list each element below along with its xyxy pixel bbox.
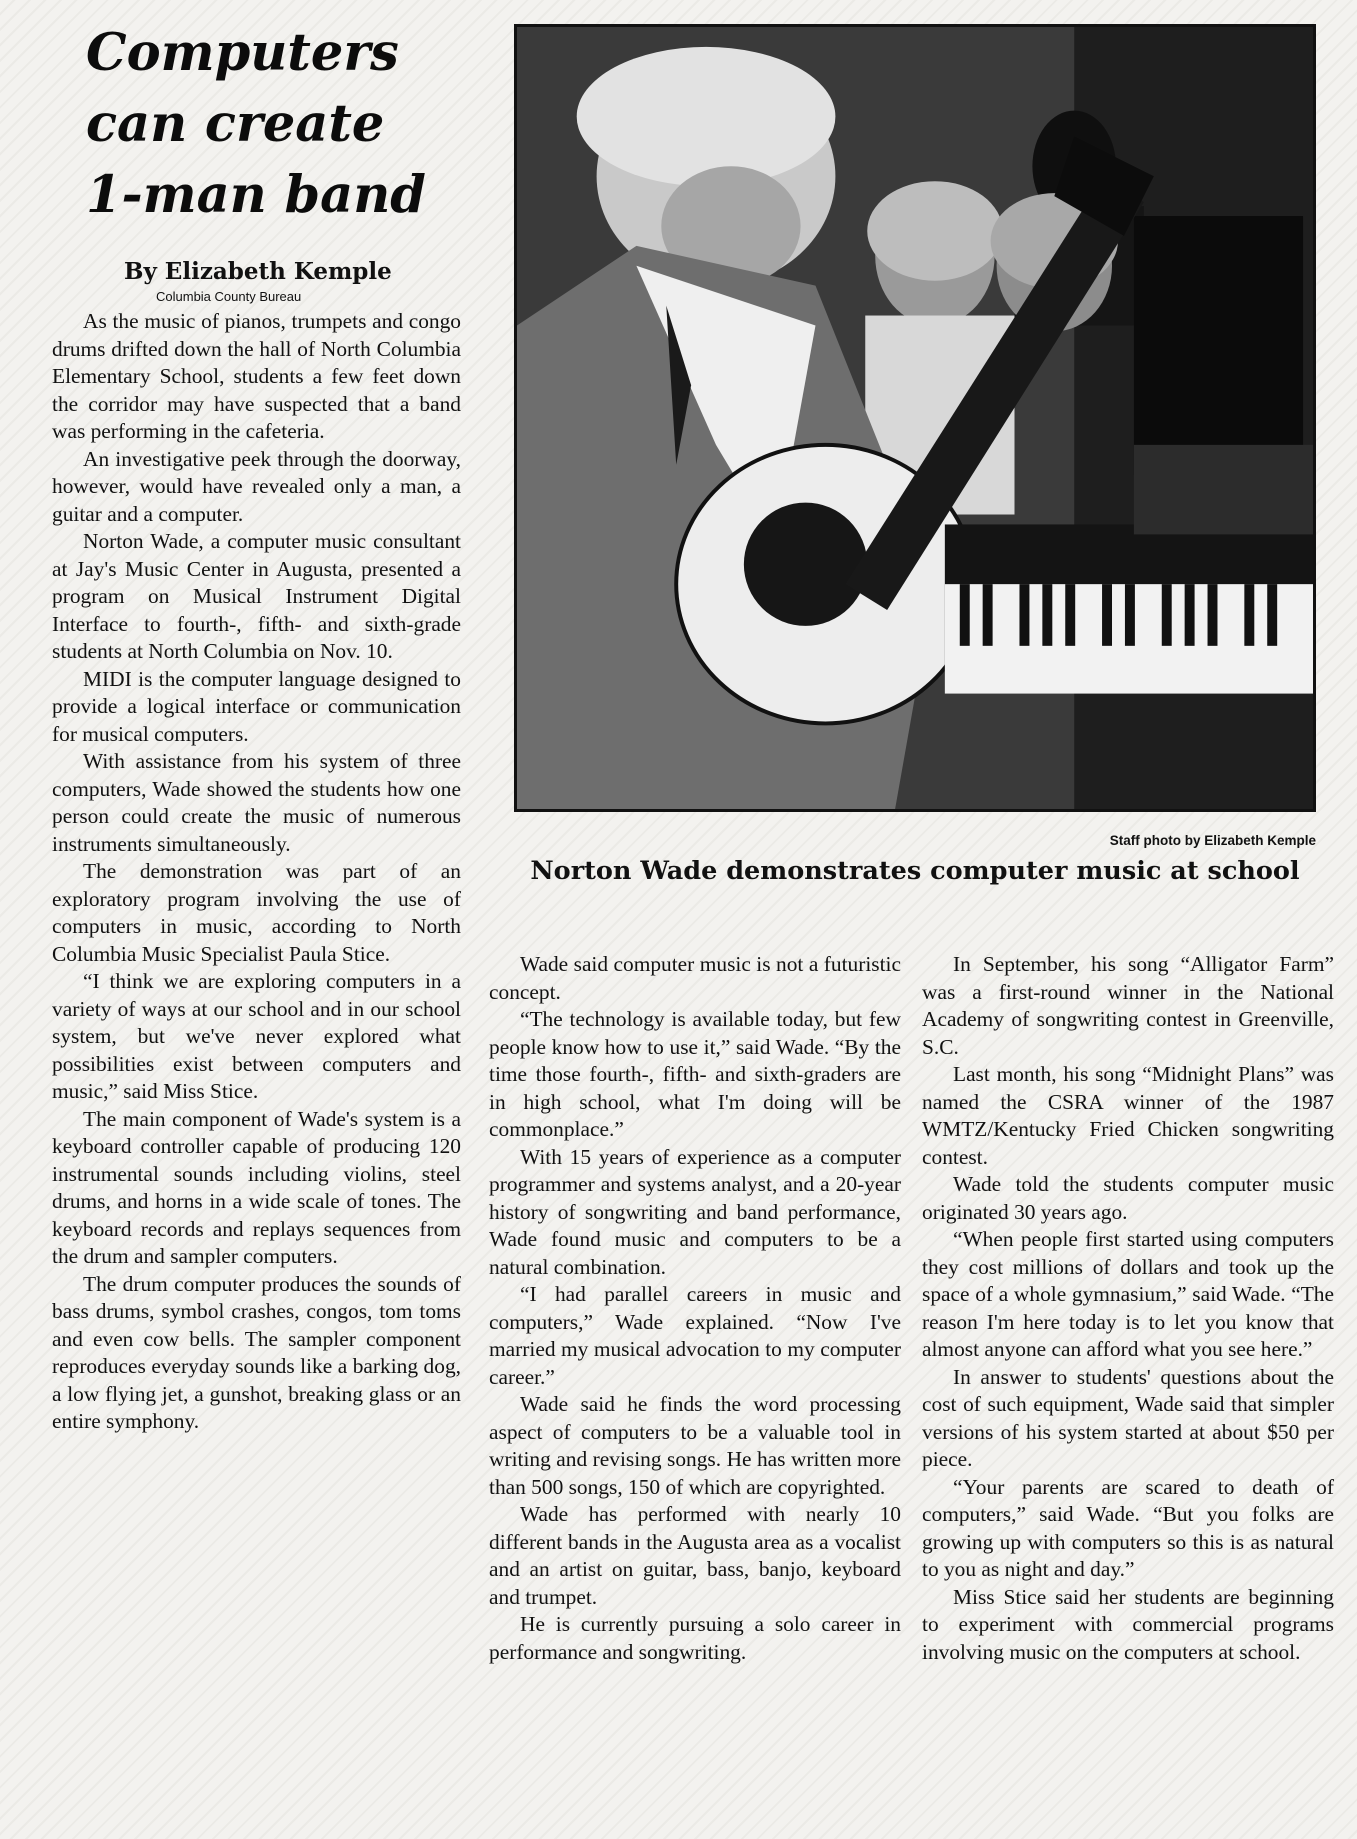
article-column-1 (52, 308, 461, 1436)
headline-line-3: 1-man band (86, 165, 426, 225)
paragraph: With 15 years of experience as a computer programmer and systems analyst, and a 20-year history of songwriting and band performance, Wade found music and computers to be a natural combination. (489, 1144, 901, 1279)
headline-line-1: Computers (86, 23, 399, 83)
paragraph: The drum computer produces the sounds of bass drums, symbol crashes, congos, tom toms and even cow bells. The sampler component reproduces everyday sounds like a barking dog, a low flying jet, a gunshot, breaking glass or an entire symphony. (52, 1271, 461, 1433)
paragraph: “I had parallel careers in music and computers,” Wade explained. “Now I've married my musical advocation to my computer career.” (489, 1282, 901, 1389)
headline (86, 18, 486, 231)
paragraph: Wade said he finds the word processing aspect of computers to be a valuable tool in writing and revising songs. He has written more than 500 songs, 150 of which are copyrighted. (489, 1392, 901, 1499)
paragraph: In answer to students' questions about the cost of such equipment, Wade said that simpler versions of his system started at about $50 per piece. (922, 1364, 1334, 1471)
paragraph: “I think we are exploring computers in a variety of ways at our school and in our school system, but we've never explored what possibilities exist between computers and music,” said Miss Stice. (52, 969, 461, 1103)
paragraph: The main component of Wade's system is a keyboard controller capable of producing 120 instrumental sounds including violins, steel drums, and horns in a wide scale of tones. The keyboard records and replays sequences from the drum and sampler computers. (52, 1106, 461, 1268)
bureau-line: Columbia County Bureau (156, 289, 302, 304)
paragraph: The demonstration was part of an exploratory program involving the use of computers in music, according to North Columbia Music Specialist Paula Stice. (52, 859, 461, 966)
paragraph: With assistance from his system of three computers, Wade showed the students how one person could create the music of numerous instruments simultaneously. (52, 749, 461, 856)
news-photo (514, 24, 1316, 812)
photo-caption: Norton Wade demonstrates computer music at school (530, 856, 1300, 886)
photo-credit: Staff photo by Elizabeth Kemple (1109, 833, 1316, 848)
paragraph: Miss Stice said her students are beginning to experiment with commercial programs involving music on the computers at school. (922, 1584, 1334, 1664)
paragraph: MIDI is the computer language designed to provide a logical interface or communication for musical computers. (52, 666, 461, 746)
paragraph: Wade has performed with nearly 10 different bands in the Augusta area as a vocalist and an artist on guitar, bass, banjo, keyboard and trumpet. (489, 1502, 901, 1609)
paragraph: Wade said computer music is not a futuristic concept. (489, 952, 901, 1004)
paragraph: As the music of pianos, trumpets and congo drums drifted down the hall of North Columbia Elementary School, students a few feet down the corridor may have suspected that a band was performing in the cafeteria. (52, 309, 461, 443)
paragraph: Last month, his song “Midnight Plans” was named the CSRA winner of the 1987 WMTZ/Kentucky Fried Chicken songwriting contest. (922, 1062, 1334, 1169)
paragraph: In September, his song “Alligator Farm” was a first-round winner in the National Academy of songwriting contest in Greenville, S.C. (922, 952, 1334, 1059)
guitar-photo-illustration (517, 27, 1313, 809)
paragraph: “The technology is available today, but few people know how to use it,” said Wade. “By the time those fourth-, fifth- and sixth-graders are in high school, what I'm doing will be commonplace.” (489, 1007, 901, 1141)
headline-line-2: can create (86, 94, 385, 154)
paragraph: Norton Wade, a computer music consultant at Jay's Music Center in Augusta, presented a program on Musical Instrument Digital Interface to fourth-, fifth- and sixth-grade students at North Columbia on Nov. 10. (52, 529, 461, 663)
paragraph: “Your parents are scared to death of computers,” said Wade. “But you folks are growing up with computers so this is as natural to you as night and day.” (922, 1474, 1334, 1581)
paragraph: He is currently pursuing a solo career in performance and songwriting. (489, 1612, 901, 1664)
article-column-3 (922, 951, 1334, 1666)
paragraph: Wade told the students computer music originated 30 years ago. (922, 1172, 1334, 1224)
article-column-2 (489, 951, 901, 1666)
paragraph: “When people first started using computers they cost millions of dollars and took up the space of a whole gymnasium,” said Wade. “The reason I'm here today is to let you know that almost anyone can afford what you see here.” (922, 1227, 1334, 1361)
byline: By Elizabeth Kemple (124, 258, 392, 285)
paragraph: An investigative peek through the doorway, however, would have revealed only a man, a guitar and a computer. (52, 446, 461, 526)
